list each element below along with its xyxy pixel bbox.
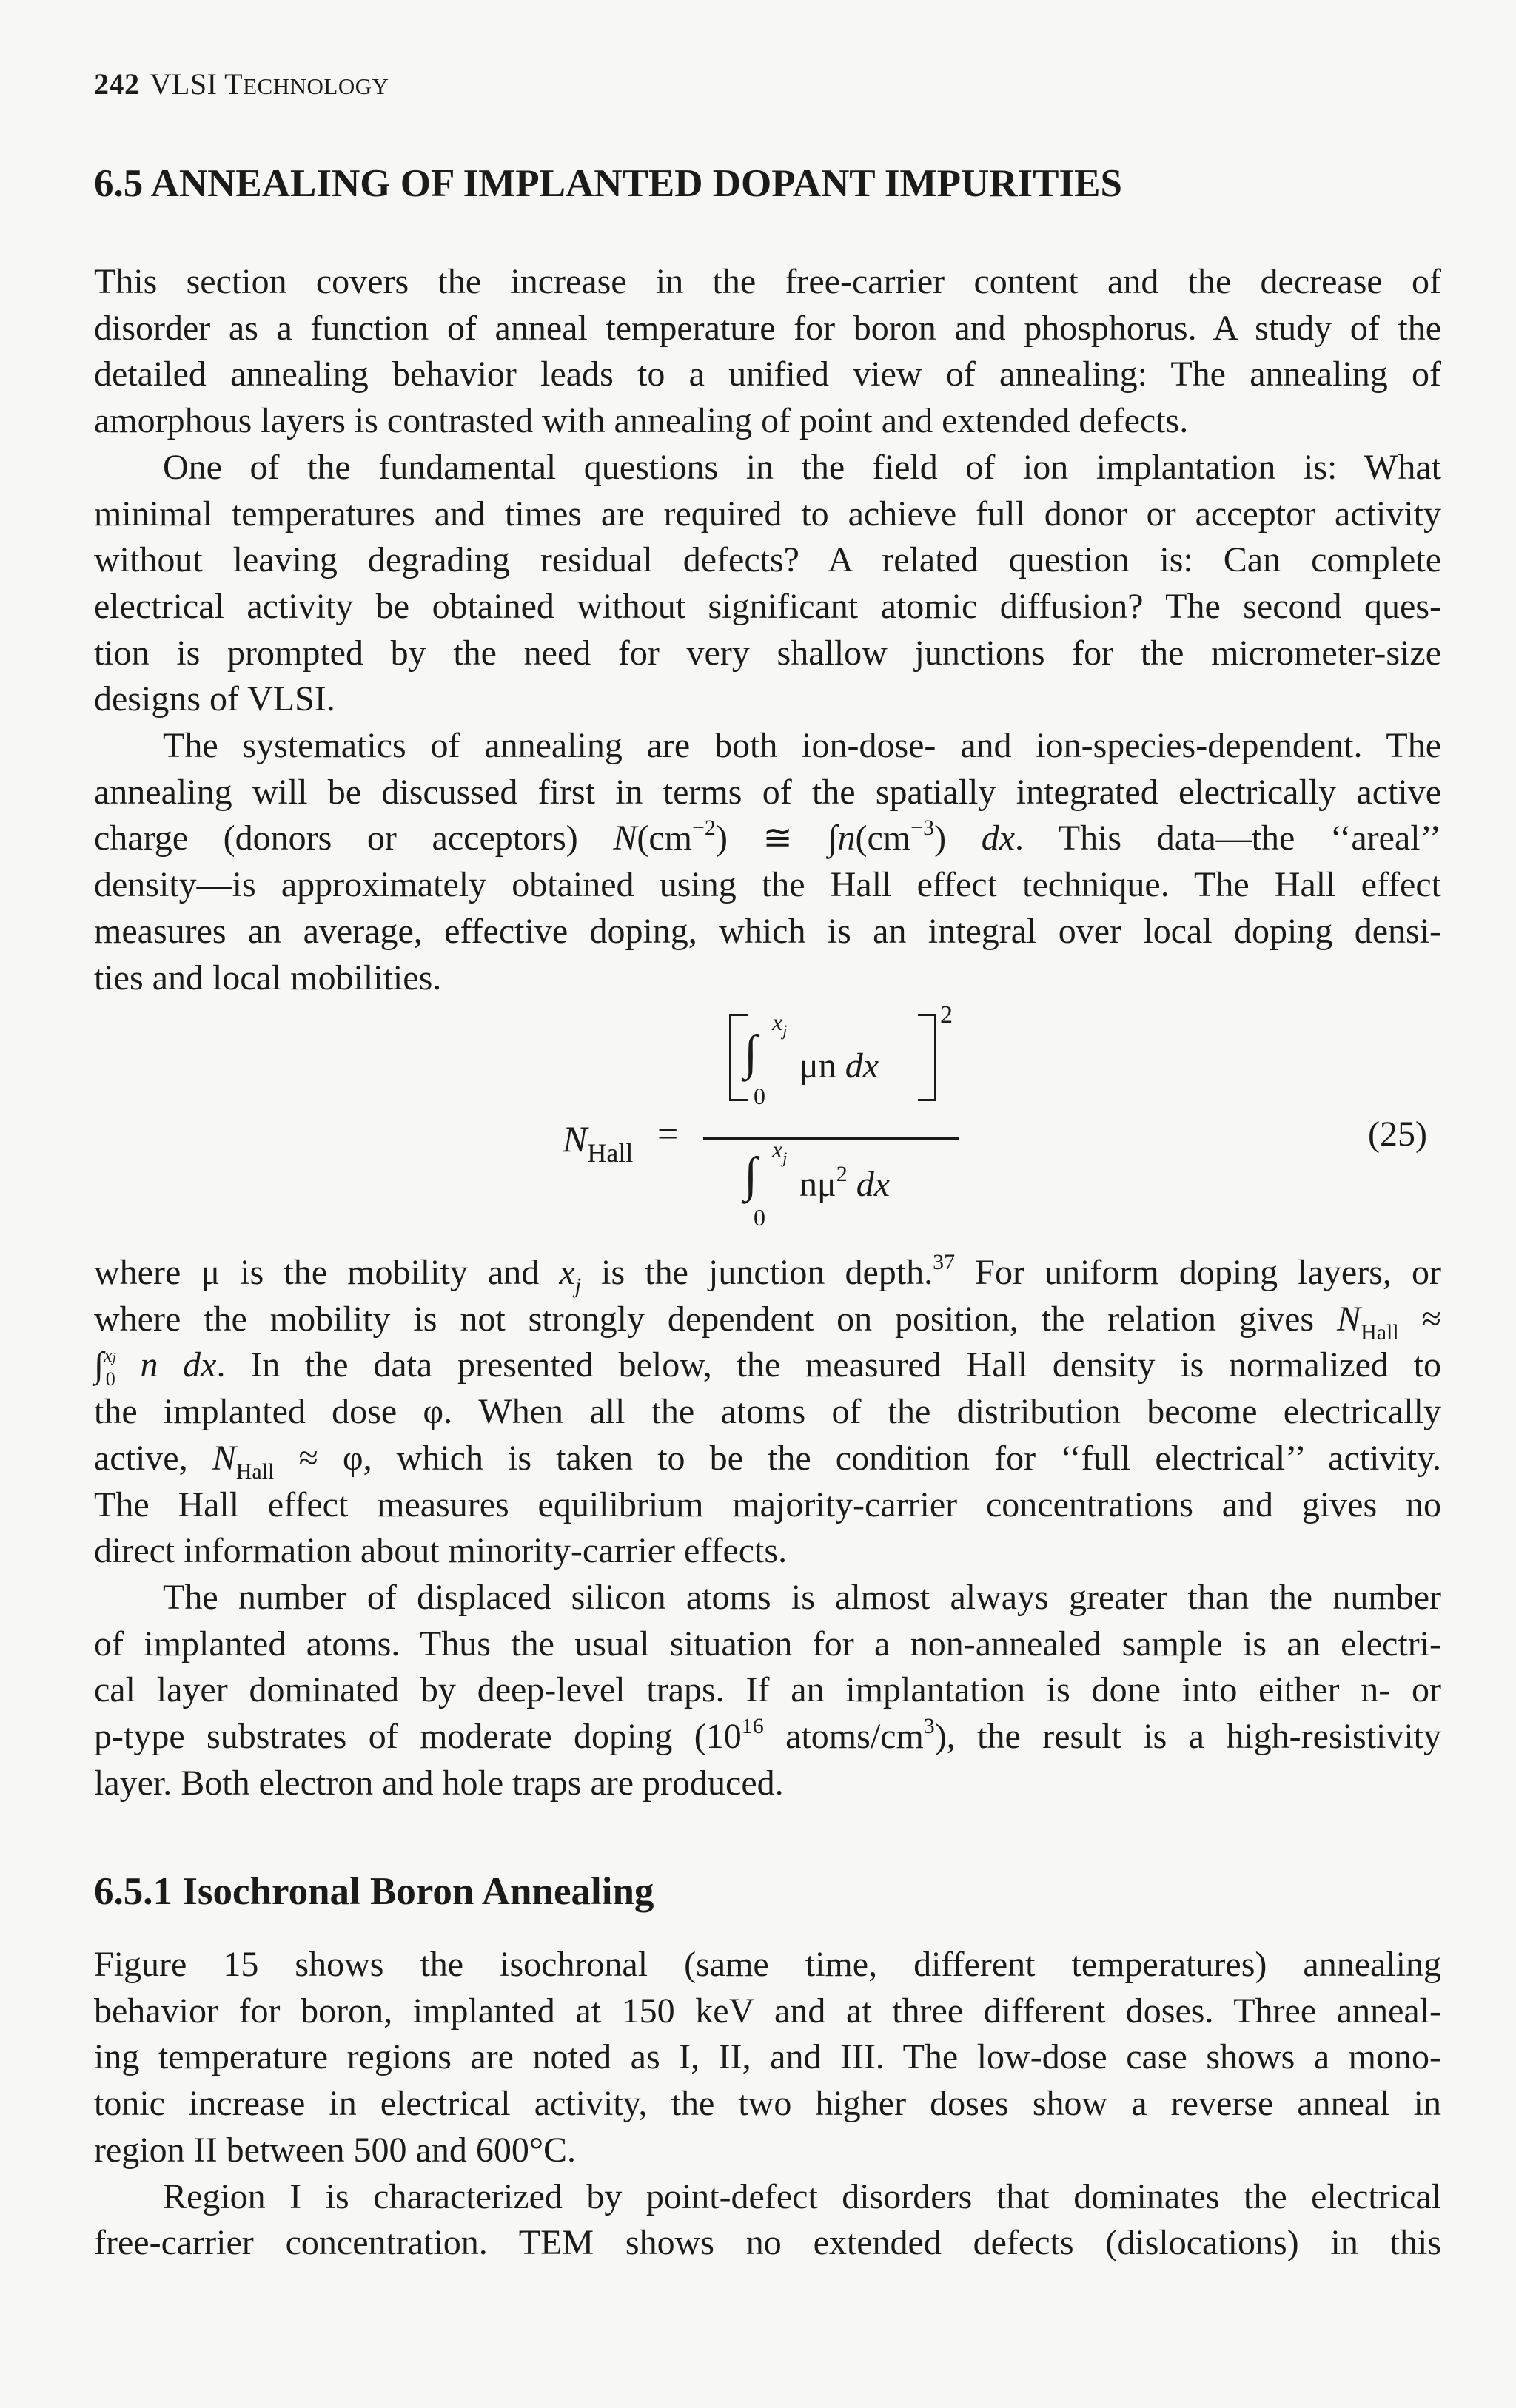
body-text-middle — [94, 1250, 1441, 1806]
denominator-integrand: $n\mu^2$ dx — [799, 1162, 891, 1204]
paragraph-4: where μ is the mobility and $x_j$ is the junction depth.$^{37}$ For uniform doping layers, or where the mobility is not strongly dependent on position, the relation gives $N_{Hall}$ ≈ ∫$^{xj}_0$ n dx. In the data presented below, the measured Hall density is normalized to the implanted dose φ. When all the atoms of the distribution become electrically active, $N_{Hall} \approx \varphi$, which is taken to be the condition for ‘‘full electrical’’ activity. The Hall effect measures equilibrium majority-carrier concentrations and gives no direct information about minority-carrier effects. — [94, 1250, 1442, 1571]
page-number: 242 — [94, 67, 140, 101]
denominator-lower-limit: 0 — [754, 1204, 765, 1231]
running-head — [94, 67, 389, 101]
denominator-upper-limit: $x_j$ — [772, 1136, 788, 1167]
body-text-bottom — [94, 1942, 1441, 2267]
paragraph-7: Region I is characterized by point-defect disorders that dominates the electrical free-carrier concentration. TEM shows no extended defects (dislocations) in this — [94, 2176, 1441, 2263]
numerator-integrand: μn dx — [799, 1046, 879, 1086]
fraction-bar — [703, 1137, 959, 1140]
paragraph-5: The number of displaced silicon atoms is almost always greater than the number of implanted atoms. Thus the usual situation for a non-annealed sample is an electri- cal layer dominated by deep-level traps. If an implantation is done into either n- or p-type substrates of moderate doping ($10^{16}$ atoms/$cm^3$), the result is a high-resistivity layer. Both electron and hole traps are produced. — [94, 1577, 1441, 1803]
numerator-integral-sign: ∫ — [744, 1026, 758, 1080]
numerator-lower-limit: 0 — [754, 1083, 765, 1109]
equation-lhs: $N_{Hall}$ — [563, 1118, 634, 1168]
book-title: VLSI TECHNOLOGY — [150, 67, 389, 101]
right-bracket — [918, 1014, 936, 1101]
paragraph-1: This section covers the increase in the free-carrier content and the decrease of disorder as a function of anneal temperature for boron and phosphorus. A study of the detailed annealing behavior leads to a unified view of annealing: The annealing of amorphous layers is contrasted with annealing of point and extended defects. — [94, 262, 1441, 441]
equation-number: (25) — [1368, 1114, 1427, 1154]
section-heading: 6.5 ANNEALING OF IMPLANTED DOPANT IMPURITIES — [94, 162, 1122, 205]
numerator-exponent: 2 — [940, 1001, 953, 1029]
paragraph-2: One of the fundamental questions in the field of ion implantation is: What minimal temperatures and times are required to achieve full donor or acceptor activity without leaving degrading residual defects? A related question is: Can complete electrical activity be obtained without significant atomic diffusion? The second ques- tion is prompted by the need for very shallow junctions for the micrometer-size designs of VLSI. — [94, 447, 1441, 719]
body-text-top — [94, 259, 1441, 1001]
paragraph-6: Figure 15 shows the isochronal (same time, different temperatures) annealing behavior for boron, implanted at 150 keV and at three different doses. Three anneal- ing temperature regions are noted as I, II, and III. The low-dose case shows a mono- tonic increase in electrical activity, the two higher doses show a reverse anneal in region II between 500 and 600°C. — [94, 1945, 1441, 2170]
numerator-upper-limit: $x_j$ — [772, 1009, 788, 1040]
equals-sign: = — [657, 1113, 679, 1154]
subsection-heading: 6.5.1 Isochronal Boron Annealing — [94, 1870, 654, 1913]
equation-25 — [0, 995, 1516, 1232]
denominator-integral-sign: ∫ — [744, 1148, 758, 1202]
paragraph-3: The systematics of annealing are both ion-dose- and ion-species-dependent. The annealing will be discussed first in terms of the spatially integrated electrically active charge (donors or acceptors) $N(cm^{-2})$ ≅ $\int n(cm^{-3})$ dx. This data—the ‘‘areal’’ density—is approximately obtained using the Hall effect technique. The Hall effect measures an average, effective doping, which is an integral over local doping densi- ties and local mobilities. — [94, 726, 1441, 998]
